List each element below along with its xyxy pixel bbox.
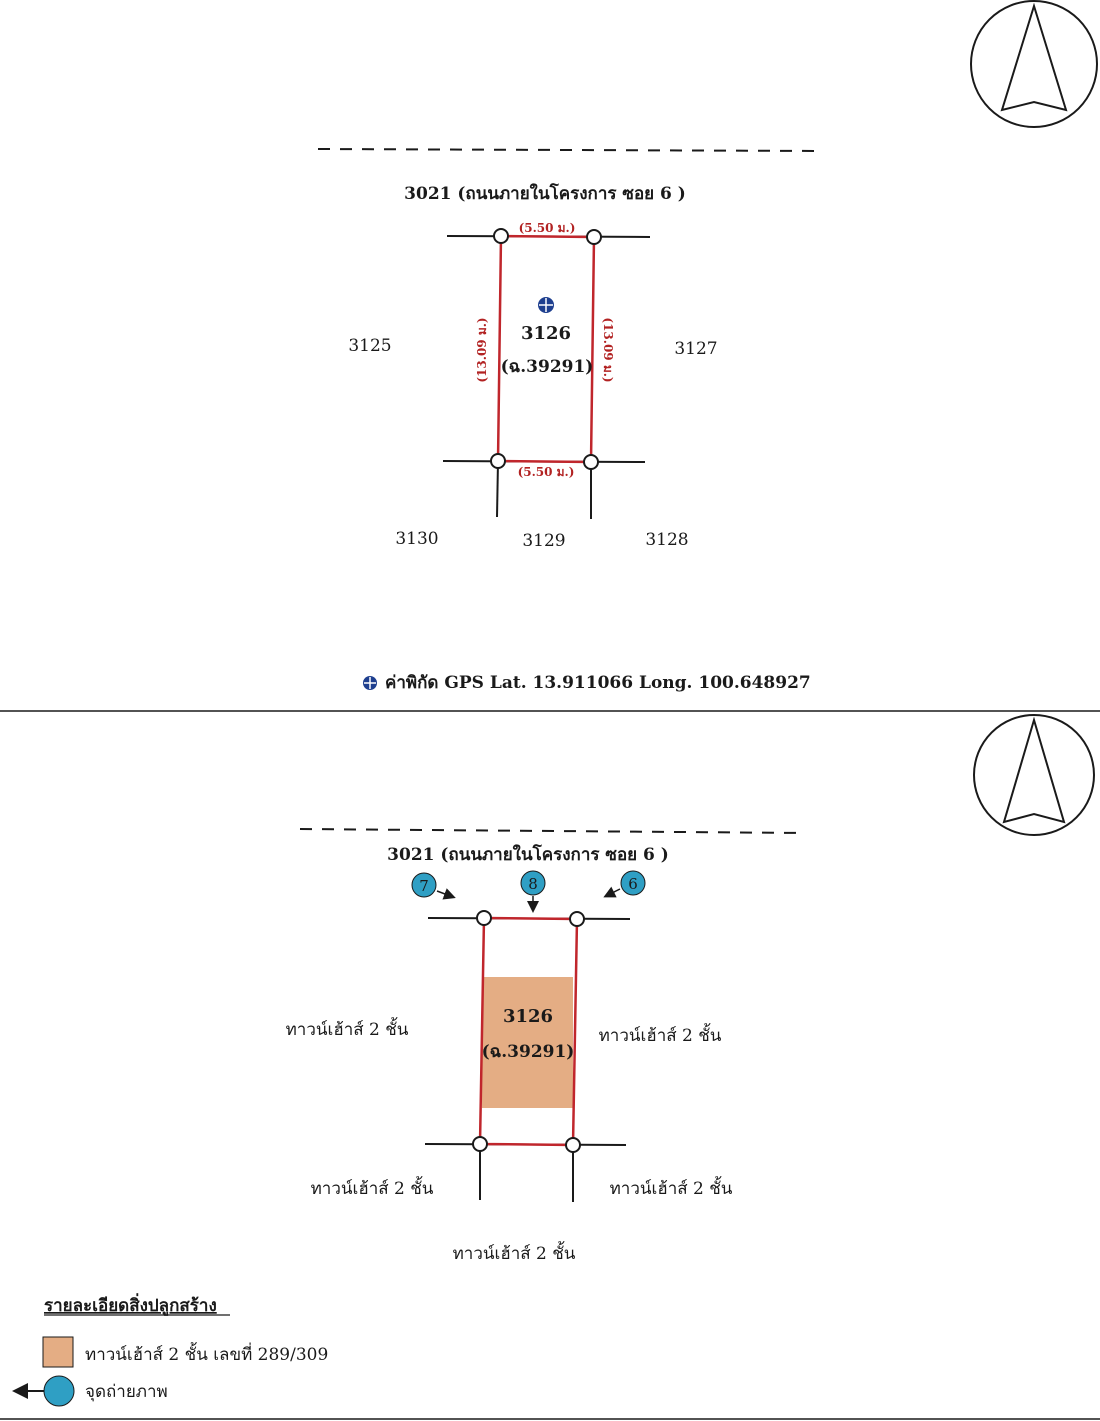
- parcel-number-top: 3126: [520, 323, 572, 344]
- parcel-boundary-top: [498, 236, 594, 462]
- road-label-top: 3021 (ถนนภายในโครงการ ซอย 6 ): [404, 184, 686, 204]
- legend-title: รายละเอียดสิ่งปลูกสร้าง: [44, 1296, 217, 1316]
- road-edge-dashed-top: [318, 149, 820, 151]
- north-arrow-top: [971, 1, 1097, 127]
- legend-photo-icon: [16, 1376, 74, 1406]
- dim-bottom-edge: (5.50 ม.): [517, 465, 575, 479]
- photo-point-6: [606, 871, 645, 896]
- neighbor-bottom-bottom: ทาวน์เฮ้าส์ 2 ชั้น: [452, 1244, 576, 1264]
- legend-building-text: ทาวน์เฮ้าส์ 2 ชั้น เลขที่ 289/309: [85, 1345, 329, 1365]
- gps-coordinates: ค่าพิกัด GPS Lat. 13.911066 Long. 100.648927: [385, 673, 811, 693]
- neighbor-bottom-left-top: 3130: [395, 529, 439, 549]
- photo-point-label-8: 8: [528, 875, 538, 893]
- neighbor-right-bottom: ทาวน์เฮ้าส์ 2 ชั้น: [598, 1026, 722, 1046]
- dim-right-edge: (13.09 ม.): [601, 317, 615, 383]
- corner-markers-top: [491, 229, 601, 469]
- deed-number-top: (ฉ.39291): [500, 357, 594, 377]
- road-label-bottom: 3021 (ถนนภายในโครงการ ซอย 6 ): [387, 845, 669, 865]
- neighbor-right-top: 3127: [674, 339, 718, 359]
- neighbor-left-top: 3125: [348, 336, 392, 356]
- dim-left-edge: (13.09 ม.): [475, 317, 489, 383]
- parcel-number-bottom: 3126: [502, 1006, 554, 1027]
- legend-building-swatch: [43, 1337, 73, 1367]
- neighbor-bottom-center-top: 3129: [522, 531, 566, 551]
- neighbor-bottom-left-bottom: ทาวน์เฮ้าส์ 2 ชั้น: [310, 1179, 434, 1199]
- dim-top-edge: (5.50 ม.): [518, 221, 576, 235]
- neighbor-left-bottom: ทาวน์เฮ้าส์ 2 ชั้น: [285, 1020, 409, 1040]
- gps-legend-icon: [363, 676, 377, 690]
- photo-point-label-7: 7: [419, 877, 429, 895]
- road-edge-dashed-bottom: [300, 829, 805, 833]
- photo-point-8: [521, 871, 545, 910]
- photo-point-7: [412, 873, 453, 897]
- neighbor-bottom-right-bottom: ทาวน์เฮ้าส์ 2 ชั้น: [609, 1179, 733, 1199]
- deed-number-bottom: (ฉ.39291): [481, 1042, 575, 1062]
- legend-photo-text: จุดถ่ายภาพ: [85, 1382, 168, 1402]
- photo-point-label-6: 6: [628, 875, 638, 893]
- north-arrow-bottom: [974, 715, 1094, 835]
- neighbor-bottom-right-top: 3128: [645, 530, 689, 550]
- gps-marker-icon: [538, 297, 554, 313]
